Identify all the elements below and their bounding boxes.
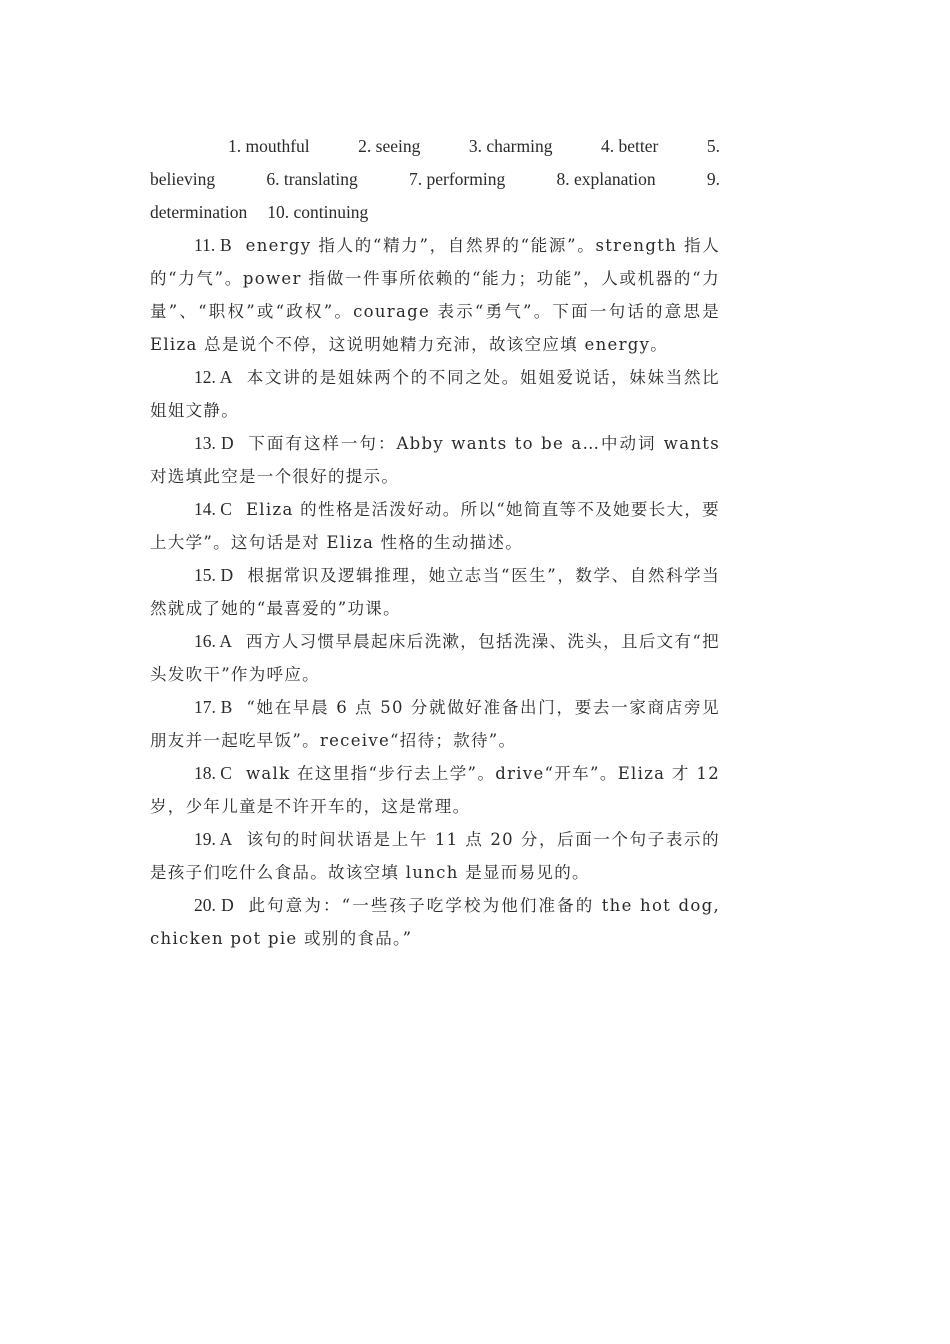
fill-answer-10: 10. continuing bbox=[267, 202, 369, 222]
answer-key-page bbox=[150, 130, 720, 955]
answer-13 bbox=[150, 427, 720, 493]
answer-number: 15. D bbox=[194, 565, 234, 585]
fill-answers-line-1 bbox=[150, 130, 720, 163]
answer-17 bbox=[150, 691, 720, 757]
fill-answer-5-number: 5. bbox=[706, 136, 720, 156]
fill-answers-line-3 bbox=[150, 196, 720, 229]
answer-number: 19. A bbox=[194, 829, 233, 849]
answer-explanation: Eliza 的性格是活泼好动。所以“她简直等不及她要长大，要上大学”。这句话是对 Eliza 性格的生动描述。 bbox=[150, 500, 720, 552]
fill-answer-3: 3. charming bbox=[468, 136, 553, 156]
answer-15 bbox=[150, 559, 720, 625]
answer-16 bbox=[150, 625, 720, 691]
fill-answer-1: 1. mouthful bbox=[228, 136, 310, 156]
answer-explanation: 根据常识及逻辑推理，她立志当“医生”，数学、自然科学当然就成了她的“最喜爱的”功课。 bbox=[150, 566, 720, 618]
answer-number: 13. D bbox=[194, 433, 234, 453]
fill-answers-line-2 bbox=[150, 163, 720, 196]
answer-explanation: 本文讲的是姐妹两个的不同之处。姐姐爱说话，妹妹当然比姐姐文静。 bbox=[150, 368, 720, 420]
answer-18 bbox=[150, 757, 720, 823]
answer-explanation: walk 在这里指“步行去上学”。drive“开车”。Eliza 才 12 岁，少年儿童是不许开车的，这是常理。 bbox=[150, 764, 720, 816]
answer-explanation: energy 指人的“精力”，自然界的“能源”。strength 指人的“力气”。power 指做一件事所依赖的“能力；功能”，人或机器的“力量”、“职权”或“政权”。courage 表示“勇气”。下面一句话的意思是 Eliza 总是说个不停，这说明她精力充沛，故该空应填 energy。 bbox=[150, 236, 720, 354]
answer-explanation: 此句意为：“一些孩子吃学校为他们准备的 the hot dog, chicken pot pie 或别的食品。” bbox=[150, 896, 720, 948]
fill-answer-2: 2. seeing bbox=[358, 136, 421, 156]
answer-number: 11. B bbox=[194, 235, 232, 255]
answer-explanation: 西方人习惯早晨起床后洗漱，包括洗澡、洗头，且后文有“把头发吹干”作为呼应。 bbox=[150, 632, 720, 684]
fill-answer-4: 4. better bbox=[600, 136, 659, 156]
fill-answer-7: 7. performing bbox=[409, 169, 506, 189]
answer-12 bbox=[150, 361, 720, 427]
fill-answer-6: 6. translating bbox=[266, 169, 358, 189]
answer-number: 17. B bbox=[194, 697, 233, 717]
answer-11 bbox=[150, 229, 720, 361]
fill-answer-5-word: believing bbox=[150, 169, 216, 189]
answer-explanation: 下面有这样一句：Abby wants to be a…中动词 wants 对选填此空是一个很好的提示。 bbox=[150, 434, 720, 486]
fill-answer-9-word: determination bbox=[150, 202, 248, 222]
answer-number: 20. D bbox=[194, 895, 234, 915]
answer-20 bbox=[150, 889, 720, 955]
answer-14 bbox=[150, 493, 720, 559]
answer-number: 18. C bbox=[194, 763, 232, 783]
answer-number: 12. A bbox=[194, 367, 233, 387]
fill-answer-8: 8. explanation bbox=[556, 169, 656, 189]
answer-explanation: “她在早晨 6 点 50 分就做好准备出门，要去一家商店旁见朋友并一起吃早饭”。receive“招待；款待”。 bbox=[150, 698, 720, 750]
answer-number: 14. C bbox=[194, 499, 232, 519]
answer-explanation: 该句的时间状语是上午 11 点 20 分，后面一个句子表示的是孩子们吃什么食品。故该空填 lunch 是显而易见的。 bbox=[150, 830, 720, 882]
fill-answer-9-number: 9. bbox=[706, 169, 720, 189]
answer-19 bbox=[150, 823, 720, 889]
answer-number: 16. A bbox=[194, 631, 232, 651]
